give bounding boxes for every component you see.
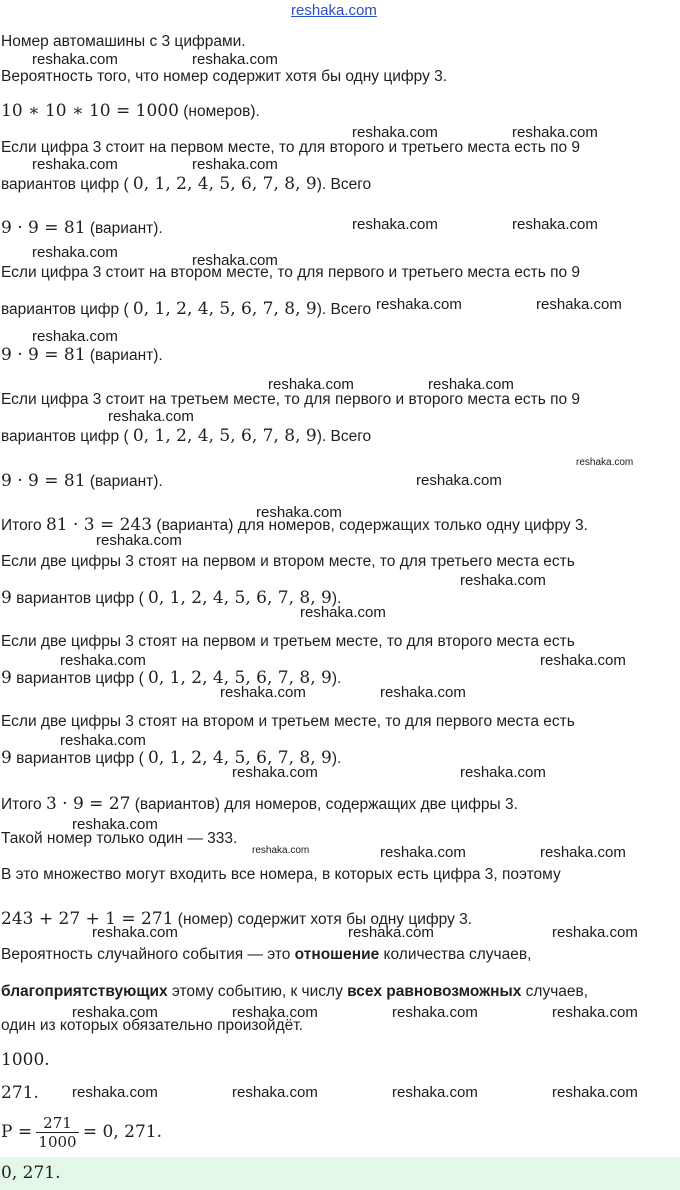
math: 243 + 27 + 1 = 271: [1, 909, 174, 929]
watermark: reshaka.com: [552, 1084, 638, 1101]
text: (вариант).: [85, 347, 163, 364]
watermark: reshaka.com: [540, 652, 626, 669]
watermark: reshaka.com: [460, 764, 546, 781]
line-9: [1, 345, 163, 366]
watermark: reshaka.com: [60, 732, 146, 749]
fraction-denominator: 1000: [38, 1133, 77, 1152]
watermark: reshaka.com: [232, 764, 318, 781]
math: 9 · 9 = 81: [1, 471, 86, 491]
text: ). Всего: [316, 301, 372, 318]
line-2: Вероятность того, что номер содержит хотя бы одну цифру 3.: [1, 68, 448, 85]
line-25: [1, 982, 588, 1002]
line-11: [1, 426, 371, 447]
watermark: reshaka.com: [352, 216, 438, 233]
line-18: Если две цифры 3 стоят на втором и третьем месте, то для первого места есть: [1, 713, 575, 730]
math: 81 · 3 = 243: [45, 515, 153, 535]
formula-lhs: P =: [1, 1122, 33, 1142]
line-12: [1, 471, 163, 492]
line-10: Если цифра 3 стоит на третьем месте, то для первого и второго места есть по 9: [1, 391, 581, 408]
answer-text: 0, 271.: [1, 1163, 61, 1183]
watermark: reshaka.com: [392, 1004, 478, 1021]
watermark: reshaka.com: [380, 684, 466, 701]
text: количества случаев,: [379, 946, 532, 963]
watermark: reshaka.com: [32, 51, 118, 68]
line-16: Если две цифры 3 стоят на первом и третьем месте, то для второго места есть: [1, 633, 575, 650]
line-14: Если две цифры 3 стоят на первом и втором месте, то для третьего места есть: [1, 553, 575, 570]
fraction-numerator: 271: [36, 1114, 78, 1133]
watermark: reshaka.com: [512, 216, 598, 233]
bold-term: всех равновозможных: [347, 983, 522, 1000]
watermark: reshaka.com: [72, 816, 158, 833]
text: Итого: [1, 796, 46, 813]
math: 0, 1, 2, 4, 5, 6, 7, 8, 9: [148, 588, 332, 608]
watermark: reshaka.com: [32, 328, 118, 345]
math: 0, 1, 2, 4, 5, 6, 7, 8, 9: [132, 299, 317, 319]
text: (вариант).: [85, 220, 163, 237]
watermark: reshaka.com: [552, 1004, 638, 1021]
text: вариантов цифр (: [11, 590, 149, 607]
watermark: reshaka.com: [428, 376, 514, 393]
text: этому событию, к числу: [167, 983, 348, 1000]
probability-formula: [1, 1110, 162, 1155]
line-27: 1000.: [1, 1050, 50, 1070]
text: вариантов цифр (: [11, 750, 149, 767]
math: 10 ∗ 10 ∗ 10 = 1000: [1, 101, 179, 121]
watermark: reshaka.com: [268, 376, 354, 393]
watermark: reshaka.com: [60, 652, 146, 669]
text: Итого: [1, 517, 46, 534]
line-1: Номер автомашины с 3 цифрами.: [1, 33, 246, 50]
line-26: один из которых обязательно произойдёт.: [1, 1017, 303, 1034]
watermark: reshaka.com: [72, 1084, 158, 1101]
text: ). Всего: [316, 176, 372, 193]
watermark: reshaka.com: [72, 1004, 158, 1021]
text: ).: [331, 750, 342, 767]
line-24: [1, 945, 531, 965]
watermark: reshaka.com: [512, 124, 598, 141]
math: 9 · 9 = 81: [1, 218, 86, 238]
line-15: [1, 588, 341, 609]
watermark: reshaka.com: [540, 844, 626, 861]
watermark: reshaka.com: [460, 572, 546, 589]
text: вариантов цифр (: [1, 428, 133, 445]
math: 9 · 9 = 81: [1, 345, 86, 365]
math: 0, 1, 2, 4, 5, 6, 7, 8, 9: [132, 174, 317, 194]
watermark: reshaka.com: [232, 1084, 318, 1101]
watermark: reshaka.com: [536, 296, 622, 313]
text: (варианта) для номеров, содержащих только одну цифру 3.: [152, 517, 588, 534]
watermark: reshaka.com: [220, 684, 306, 701]
line-21: Такой номер только один — 333.: [1, 830, 238, 847]
watermark: reshaka.com: [352, 124, 438, 141]
watermark: reshaka.com: [348, 924, 434, 941]
fraction: [36, 1114, 78, 1151]
answer-block: [0, 1157, 680, 1190]
site-header[interactable]: reshaka.com: [291, 2, 377, 19]
watermark: reshaka.com: [192, 156, 278, 173]
watermark: reshaka.com: [32, 244, 118, 261]
math: 9: [1, 668, 12, 688]
line-20: [1, 794, 518, 815]
line-5: [1, 174, 371, 195]
watermark: reshaka.com: [96, 532, 182, 549]
text: (номер) содержит хотя бы одну цифру 3.: [173, 911, 473, 928]
bold-term: благоприятствующих: [1, 983, 168, 1000]
text: вариантов цифр (: [11, 670, 149, 687]
line-28: 271.: [1, 1083, 39, 1103]
watermark: reshaka.com: [92, 924, 178, 941]
math: 0, 1, 2, 4, 5, 6, 7, 8, 9: [148, 748, 332, 768]
watermark: reshaka.com: [376, 296, 462, 313]
watermark: reshaka.com: [232, 1004, 318, 1021]
watermark: reshaka.com: [252, 845, 310, 856]
watermark: reshaka.com: [32, 156, 118, 173]
math: 3 · 9 = 27: [45, 794, 131, 814]
text: (вариантов) для номеров, содержащих две цифры 3.: [130, 796, 518, 813]
watermark: reshaka.com: [576, 457, 634, 468]
line-6: [1, 218, 163, 239]
line-3: [1, 101, 260, 122]
watermark: reshaka.com: [256, 504, 342, 521]
text: вариантов цифр (: [1, 176, 133, 193]
line-7: Если цифра 3 стоит на втором месте, то для первого и третьего места есть по 9: [1, 264, 581, 281]
text: вариантов цифр (: [1, 301, 133, 318]
watermark: reshaka.com: [192, 252, 278, 269]
text: ).: [331, 590, 342, 607]
watermark: reshaka.com: [380, 844, 466, 861]
formula-rhs: = 0, 271.: [82, 1122, 163, 1142]
watermark: reshaka.com: [392, 1084, 478, 1101]
watermark: reshaka.com: [416, 472, 502, 489]
line-4: Если цифра 3 стоит на первом месте, то для второго и третьего места есть по 9: [1, 139, 581, 156]
math: 0, 1, 2, 4, 5, 6, 7, 8, 9: [132, 426, 317, 446]
watermark: reshaka.com: [552, 924, 638, 941]
watermark: reshaka.com: [192, 51, 278, 68]
text: Вероятность случайного события — это: [1, 946, 295, 963]
bold-term: отношение: [294, 946, 380, 963]
watermark: reshaka.com: [108, 408, 194, 425]
math: 9: [1, 588, 12, 608]
math: 9: [1, 748, 12, 768]
line-22: В это множество могут входить все номера, в которых есть цифра 3, поэтому: [1, 866, 561, 883]
text: (вариант).: [85, 473, 163, 490]
text: ). Всего: [316, 428, 372, 445]
text: ).: [331, 670, 342, 687]
text: (номеров).: [178, 103, 260, 120]
text: случаев,: [521, 983, 589, 1000]
math: 0, 1, 2, 4, 5, 6, 7, 8, 9: [148, 668, 332, 688]
line-8: [1, 299, 371, 320]
watermark: reshaka.com: [300, 604, 386, 621]
